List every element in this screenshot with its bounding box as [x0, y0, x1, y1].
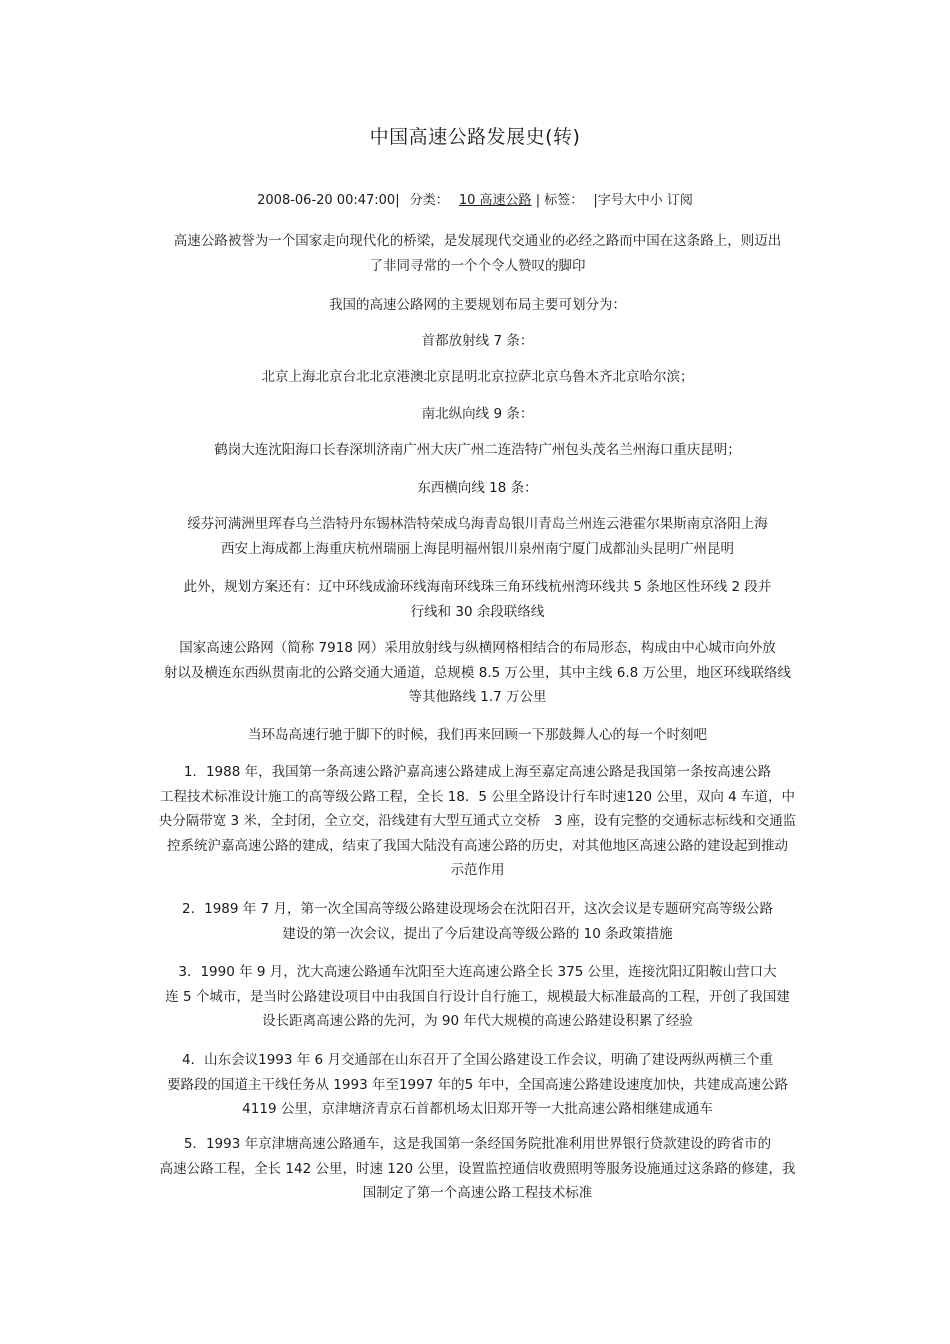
- paragraph-line: 西安上海成都上海重庆杭州瑞丽上海昆明福州银川泉州南宁厦门成都汕头昆明广州昆明: [221, 540, 734, 557]
- category-label: 分类：: [409, 193, 449, 208]
- paragraph-line: 当环岛高速行驰于脚下的时候，我们再来回顾一下那鼓舞人心的每一个时刻吧: [248, 727, 707, 743]
- paragraph-line: 4．山东会议1993 年 6 月交通部在山东召开了全国公路建设工作会议，明确了建设两纵两横三个重: [182, 1052, 773, 1068]
- paragraph-line: 1．1988 年，我国第一条高速公路沪嘉高速公路建成上海至嘉定高速公路是我国第一条按高速公路: [183, 764, 772, 780]
- post-date: 2008-06-20 00:47:00|: [257, 193, 400, 208]
- paragraph-line: 北京上海北京台北北京港澳北京昆明北京拉萨北京乌鲁木齐北京哈尔滨；: [261, 369, 694, 385]
- paragraph: [140, 1132, 815, 1206]
- paragraph: [140, 636, 815, 710]
- paragraph-line: 3．1990 年 9 月，沈大高速公路通车沈阳至大连高速公路全长 375 公里，连接沈阳辽阳鞍山营口大: [178, 964, 777, 980]
- paragraph: [140, 438, 815, 463]
- paragraph-line: 建设的第一次会议，提出了今后建设高等级公路的 10 条政策措施: [282, 925, 673, 942]
- paragraph-line: 等其他路线 1.7 万公里: [408, 689, 547, 705]
- post-meta: [0, 191, 950, 211]
- paragraph-line: 我国的高速公路网的主要规划布局主要可划分为：: [329, 297, 626, 313]
- paragraph-line: 绥芬河满洲里珲春乌兰浩特丹东锡林浩特荣成乌海青岛银川青岛兰州连云港霍尔果斯南京洛阳上海: [187, 516, 768, 532]
- page-title: 中国高速公路发展史(转): [369, 126, 581, 148]
- paragraph-line: 东西横向线 18 条：: [417, 480, 538, 496]
- paragraph-line: 设长距离高速公路的先河，为 90 年代大规模的高速公路建设积累了经验: [262, 1013, 693, 1029]
- paragraph: [140, 960, 815, 1034]
- font-size-and-subscribe[interactable]: |字号大中小 订阅: [593, 193, 693, 208]
- paragraph: [140, 365, 815, 390]
- paragraph-line: 4119 公里，京津塘济青京石首都机场太旧郑开等一大批高速公路相继建成通车: [242, 1101, 713, 1117]
- paragraph-line: 5．1993 年京津塘高速公路通车，这是我国第一条经国务院批准利用世界银行贷款建设的跨省市的: [183, 1136, 772, 1152]
- paragraph: [140, 1048, 815, 1122]
- paragraph-line: 此外，规划方案还有：辽中环线成渝环线海南环线珠三角环线杭州湾环线共 5 条地区性环线 2 段并: [183, 579, 772, 595]
- paragraph-line: 2．1989 年 7 月，第一次全国高等级公路建设现场会在沈阳召开，这次会议是专题研究高等级公路: [182, 901, 773, 917]
- paragraph-line: 射以及横连东西纵贯南北的公路交通大通道，总规模 8.5 万公里，其中主线 6.8 万公里，地区环线联络线: [163, 664, 792, 681]
- tags-label: | 标签：: [535, 193, 584, 208]
- paragraph: [140, 897, 815, 946]
- paragraph-line: 控系统沪嘉高速公路的建成，结束了我国大陆没有高速公路的历史，对其他地区高速公路的建设起到推动: [167, 837, 788, 854]
- paragraph-line: 连 5 个城市，是当时公路建设项目中由我国自行设计自行施工，规模最大标准最高的工程，开创了我国建: [165, 988, 790, 1005]
- paragraph-line: 高速公路被誉为一个国家走向现代化的桥梁，是发展现代交通业的必经之路而中国在这条路上，则迈出: [173, 233, 782, 249]
- paragraph: [140, 293, 815, 318]
- paragraph: [140, 229, 815, 278]
- paragraph: [140, 512, 815, 561]
- paragraph: [140, 760, 815, 883]
- paragraph-line: 了非同寻常的一个个令人赞叹的脚印: [369, 257, 586, 274]
- paragraph-line: 南北纵向线 9 条：: [421, 406, 534, 422]
- paragraph-line: 工程技术标准设计施工的高等级公路工程，全长 18．5 公里全路设计行车时速120 公里，双向 4 车道，中: [159, 788, 796, 805]
- paragraph-line: 行线和 30 余段联络线: [410, 603, 545, 620]
- paragraph-line: 鹤岗大连沈阳海口长春深圳济南广州大庆广州二连浩特广州包头茂名兰州海口重庆昆明；: [214, 442, 741, 458]
- paragraph: [140, 329, 815, 354]
- paragraph-line: 要路段的国道主干线任务从 1993 年至1997 年的5 年中，全国高速公路建设速度加快，共建成高速公路: [167, 1076, 788, 1093]
- paragraph-line: 国制定了第一个高速公路工程技术标准: [362, 1185, 593, 1201]
- paragraph-line: 示范作用: [450, 862, 505, 878]
- paragraph-line: 高速公路工程，全长 142 公里，时速 120 公里，设置监控通信收费照明等服务设施通过这条路的修建，我: [159, 1160, 796, 1177]
- paragraph-line: 国家高速公路网（简称 7918 网）采用放射线与纵横网格相结合的布局形态，构成由中心城市向外放: [179, 640, 776, 656]
- paragraph: [140, 575, 815, 624]
- paragraph: [140, 723, 815, 748]
- category-link[interactable]: 10 高速公路: [458, 193, 532, 208]
- paragraph: [140, 476, 815, 501]
- paragraph-line: 央分隔带宽 3 米，全封闭，全立交，沿线建有大型互通式立交桥 3 座，设有完整的交通标志标线和交通监: [158, 813, 797, 829]
- paragraph: [140, 402, 815, 427]
- paragraph-line: 首都放射线 7 条：: [421, 333, 534, 349]
